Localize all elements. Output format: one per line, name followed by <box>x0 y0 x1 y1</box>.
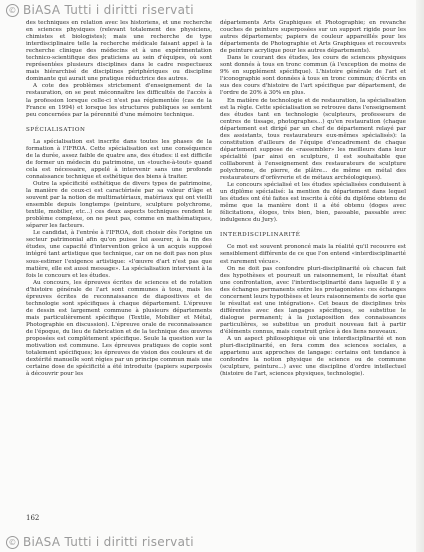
paragraph: Le concours spécialisé et les études spécialisées conduisent à un diplôme spécialisé: la mention du département dans lequel les études ont été faites est inscrite à côté du diplôme obtenu de même que la manière dont il a été obtenu (doges avec félicitations, éloges, très bien, bien, passable, passable avec indulgence du Jury). <box>220 182 406 224</box>
paragraph: La spécialisation est inscrite dans toutes les phases de la formation à l'IFROA. Cette spécialisation est une conséquence de la durée, assez faible de quatre ans, des études: il est difficile de former un médecin du patrimoine, un «touche-à-tout» quand cela est nécessaire, appelé à intervenir sans une profonde connaissance technique et esthétique des biens à traiter. <box>26 138 212 180</box>
page-number: 162 <box>26 514 40 522</box>
watermark-bottom <box>6 535 194 549</box>
paragraph: Au concours, les épreuves écrites de sciences et de rotation d'histoire générale de l'art sont communes à tous, mais les épreuves écrites de reconnaissance de diapositives et de technologie sont spécifiques à chaque département. L'épreuve de dessin est largement commune à plusieurs départements mais particulièrement spécifique (Textile, Mobilier et Métal, Photographie en discussion). L'épreuve orale de reconnaissance de l'époque, du lieu de fabrication et de la technique des œuvres proposées est complètement spécifique. Seule la question sur la motivation est commune. Les épreuves pratiques de copie sont totalement spécifiques; les épreuves de vision des couleurs et de dextérité manuelle sont régies par un principe commun mais une certaine dose de spécificité a été introduite (papiers superposés à découvrir pour les <box>26 279 212 378</box>
section-heading-interdisciplinarite: INTERDISCIPLINARITÉ <box>220 232 301 239</box>
paragraph: des techniques en relation avec les historiens, et une recherche en sciences physiques (relevant totalement des physiciens, chimistes et biologistes); mais une recherche de type interdisciplinaire telle la recherche médicale faisant appel à la recherche clinique des médecins et à une expérimentation technico-scientifique des praticiens au sein d'équipes, où sont représentées plusieurs disciplines dans le cadre respectueux mais hiérarchisé de disciplines périphériques ou discipline dominante qui aurait une pratique réductrice des autres. <box>26 20 212 83</box>
paragraph: A un aspect philosophique où une interdisciplinarité et non pluri-disciplinarité, en fera comm des sciences sociales, a appartenu aux approches de langage: certains ont tendance à confondre la notion physique de science ou de commune (sculpture, peinture...) avec une discipline d'ordre intellectuel (histoire de l'art, sciences physiques, technologie). <box>220 336 406 378</box>
section-heading-specialisation: SPÉCIALISATION <box>26 126 86 133</box>
paragraph: Ce mot est souvent prononcé mais la réalité qu'il recouvre est sensiblement différente de ce que l'on entend «interdisciplinarité est rarement vécue». <box>220 244 406 265</box>
watermark-top <box>6 3 194 17</box>
paragraph: On ne doit pas confondre pluri-disciplinarité où chacun fait des hypothèses et poursuit un raisonnement, le résultat étant une confrontation, avec l'interdisciplinarité dans laquelle il y a des échanges permanents entre les protagonistes: ces échanges concernent leurs hypothèses et leurs raisonnements de sorte que le résultat est une intégration». Cet beaux de disciplines très différentes avec des langages spécifiques, se substitue le dialogue permanent; à la juxtaposition des connaissances particulières, se substitue un produit nouveau fait à partir d'éléments connus, mais construit grâce à des liens nouveaux. <box>220 265 406 335</box>
copyright-icon: © <box>6 4 19 17</box>
left-column <box>26 20 212 378</box>
watermark-text: BiASA Tutti i diritti riservati <box>23 3 194 17</box>
paragraph: départements Arts Graphiques et Photographie; en revanche couches de peinture superposées sur un support rigide pour les autres départements; papiers de couleur appareillés pour les départements de Photographie et Arts Graphiques et recouvrets de peinture acrylique pour les autres départements). <box>220 20 406 55</box>
watermark-text: BiASA Tutti i diritti riservati <box>23 535 194 549</box>
paragraph: Outre la spécificité esthétique de divers types de patrimoine, la manière de ceux-ci est caractérisée par sa valeur d'âge et souvent par la notion de multimatériaux, matériaux qui ont vieilli ensemble depuis longtemps (peinture, sculpture polychrome, textile, mobilier, etc...) ces deux aspects techniques rendent le problème complexe, on ne peut pas, comme en mathématiques, séparer les facteurs. <box>26 180 212 230</box>
paragraph: A cote des problèmes strictement d'enseignement de la restauration, on se peut méconnaître les difficultés de l'accès à la profession lorsque celle-ci n'est pas réglementée (cas de la France en 1994) et lorsque les structures publiques se sentent peu concernées par la pérennité d'une mémoire technique. <box>26 83 212 118</box>
paragraph: Le candidat, à l'entrée à l'IFROA, doit choisir dès l'origine un secteur patrimonial afin qu'on puisse lui assurer, à la fin des études, une capacité d'intervention grâce à un acquis supposé intégré tant artistique que technique, car on ne doit pas non plus sous-estimer l'exigence artistique: «l'œuvre d'art n'est pas que matière, elle est aussi message». La spécialisation intervient à la fois le concours et les études. <box>26 230 212 279</box>
page-edge-shadow <box>416 0 424 552</box>
copyright-icon: © <box>6 536 19 549</box>
paragraph: Dans le courant des études, les cours de sciences physiques sont donnés à tous en tronc commun (à l'exception de moins de 9% en supplément spécifique). L'histoire générale de l'art et l'iconographie sont données à tous en tronc commun; d'écrits en sus des cours d'histoire de l'art spécifique par département, de l'ordre de 20% à 30% en plus. <box>220 55 406 97</box>
paragraph: En matière de technologie et de restauration, la spécialisation est la règle. Cette spécialisation se retrouve dans l'enseignement des études tant en technologie (sculpteurs, professeurs de centres de tissage, photographes...) qu'en restauration (chaque département est dirigé par un chef de département relayé par des assistants, tous restaurateurs eux-mêmes spécialisés): la constitution d'ailleurs de l'équipe d'encadrement de chaque département suppose de «rassembler» les meilleurs dans leur spécialité (par ainsi en sculpture, il est souhaitable que colllaborent à l'enseignement des restaurateurs de sculpture polychrome, de pierre, de plâtre... de même en métal des restaurateurs d'orfèvrerie et de métaux archéologiques). <box>220 97 406 182</box>
right-column <box>220 20 406 378</box>
